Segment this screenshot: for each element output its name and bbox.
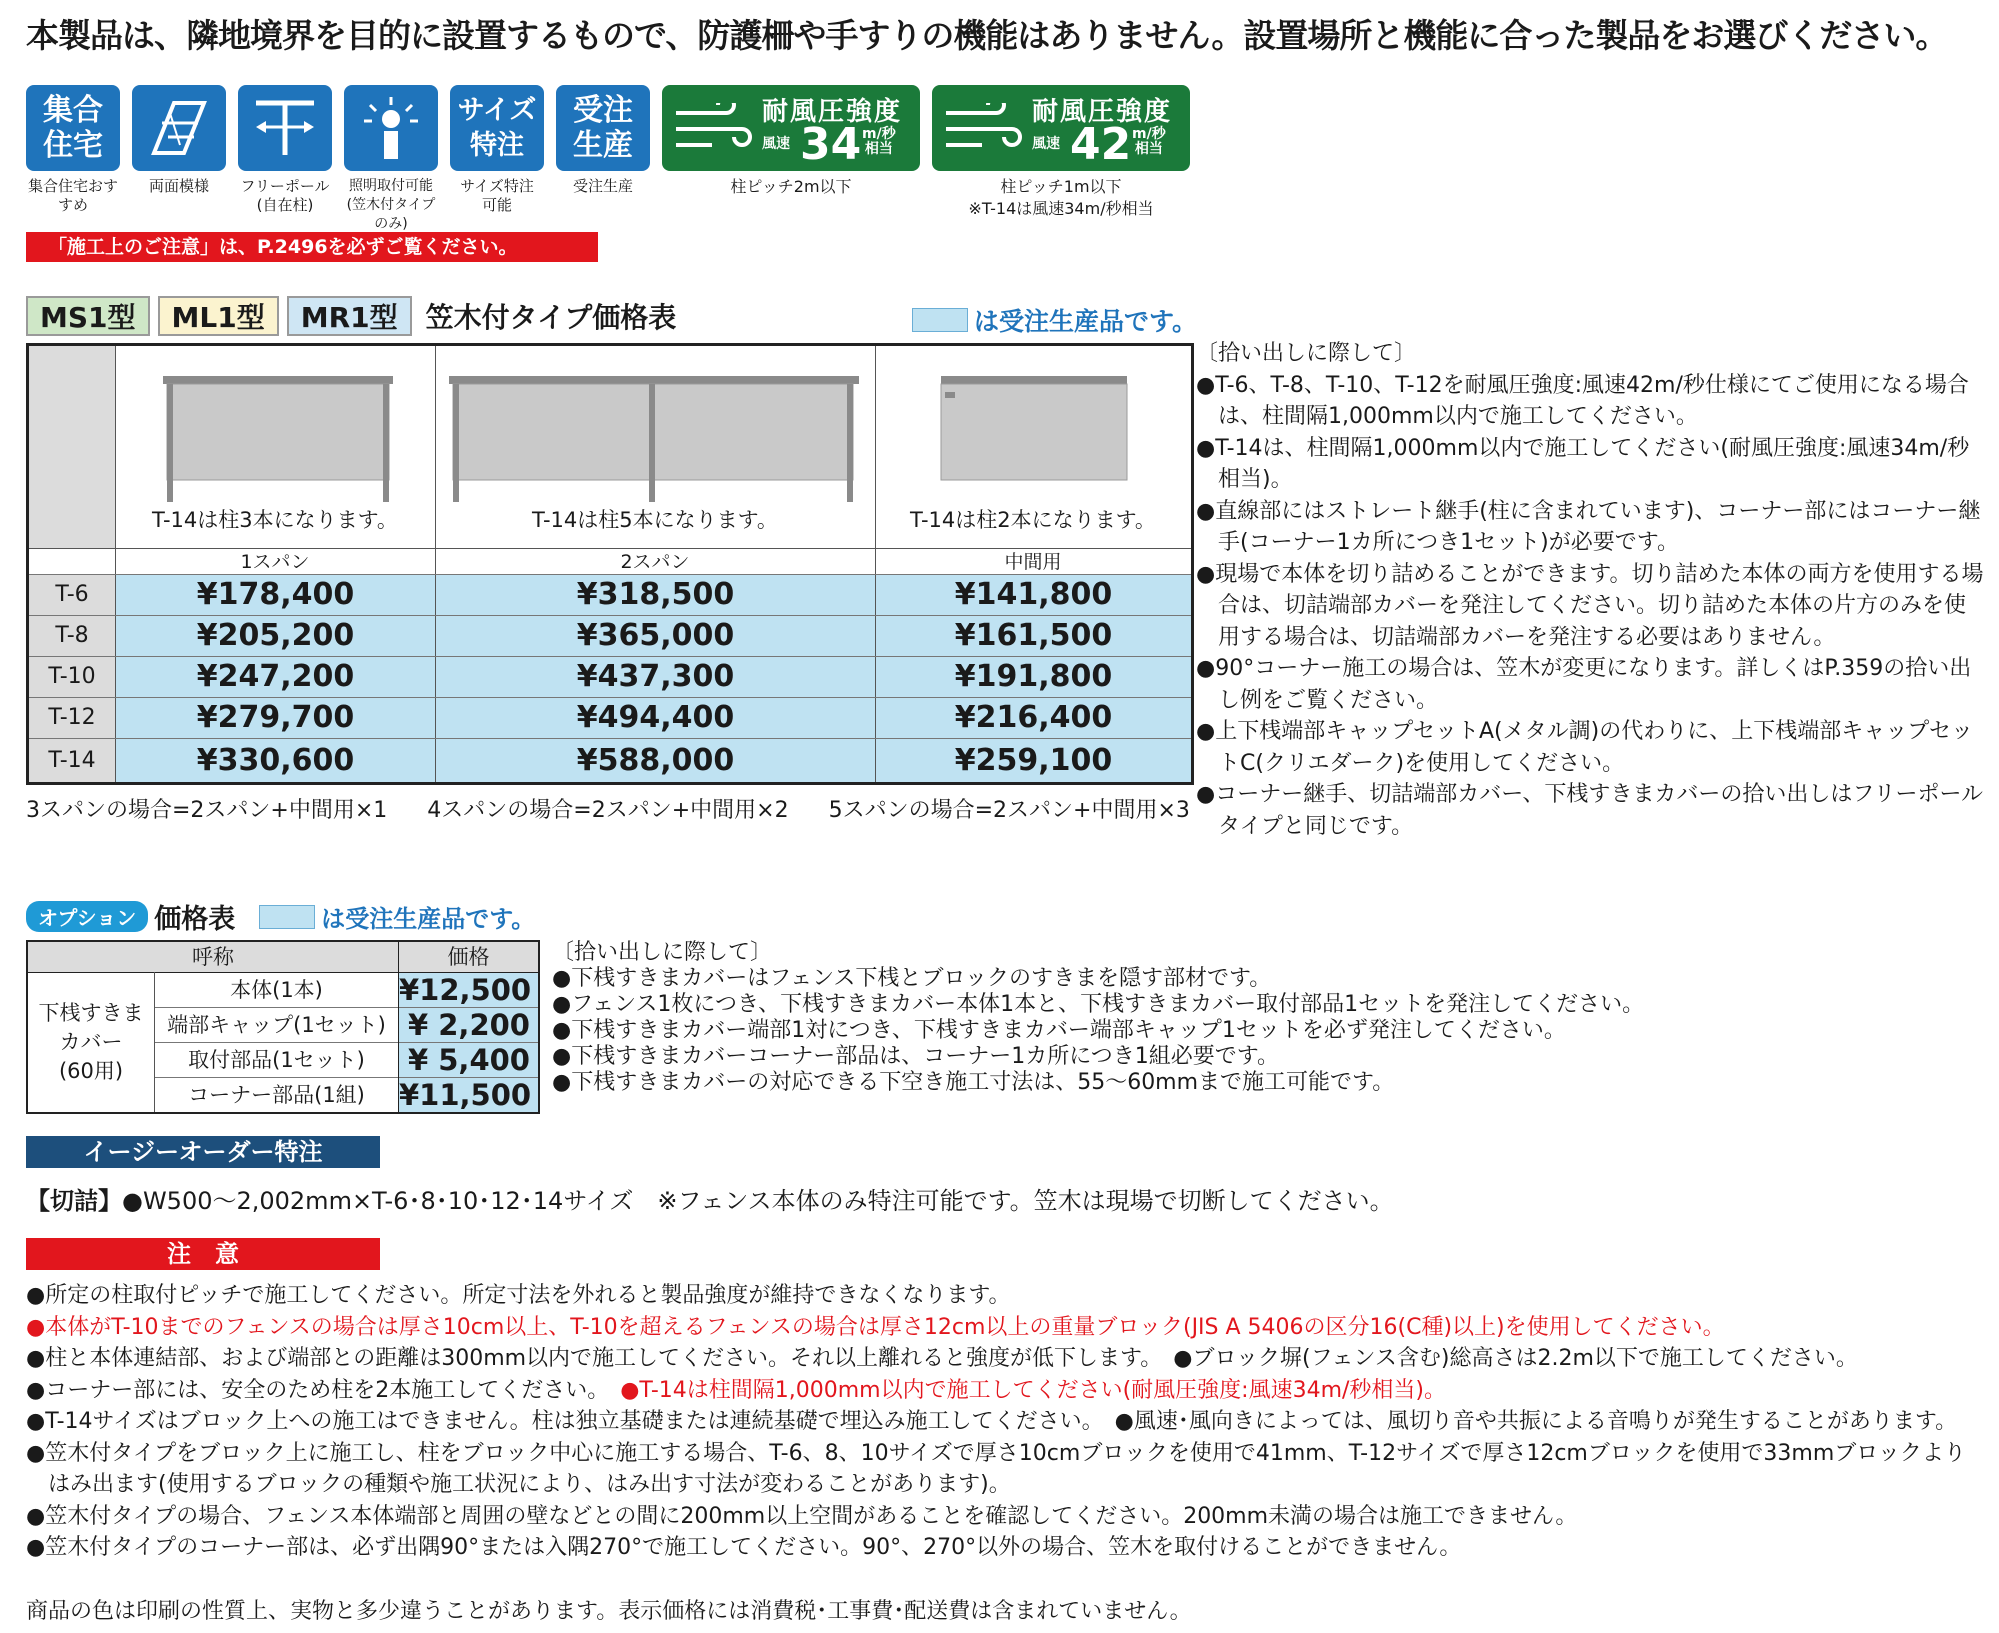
option-notes xyxy=(552,940,1644,1096)
icon-caption: 受注生産 xyxy=(572,177,633,195)
double-sided-pattern-icon xyxy=(132,85,226,171)
header-price: 価格 xyxy=(399,942,538,972)
option-item-name: コーナー部品(1組) xyxy=(188,1083,365,1107)
header-name: 呼称 xyxy=(28,942,398,972)
legend-text: は受注生産品です。 xyxy=(321,905,536,933)
price-cell: ¥141,800 xyxy=(876,575,1191,615)
note-item: ●コーナー継手、切詰端部カバー、下桟すきまカバーの拾い出しはフリーポールタイプと同じです。 xyxy=(1196,782,1983,839)
warning-bar: 注 意 xyxy=(26,1238,380,1270)
note-item: ●T-6、T-8、T-10、T-12を耐風圧強度:風速42m/秒仕様にてご使用になる場合は、柱間隔1,000mm以内で施工してください。 xyxy=(1196,372,1969,429)
wind-icon xyxy=(942,103,1026,155)
icon-caption: フリーポール (自在柱) xyxy=(240,177,330,214)
row-label: T-6 xyxy=(29,575,115,615)
caution-bar: 「施工上のご注意」は、P.2496を必ずご覧ください。 xyxy=(26,232,598,262)
option-title: 価格表 xyxy=(154,904,236,935)
wind-icon xyxy=(672,103,756,155)
warning-line: ●本体がT-10までのフェンスの場合は厚さ10cm以上、T-10を超えるフェンスの場合は厚さ12cm以上の重量ブロック(JIS A 5406の区分16(C種)以上)を使用してください。 xyxy=(26,1314,1725,1340)
price-cell: ¥494,400 xyxy=(436,698,875,738)
fence-note: T-14は柱5本になります。 xyxy=(532,508,778,532)
span-notes xyxy=(26,793,1190,824)
fence-1span-image xyxy=(115,366,435,516)
headline: 本製品は、隣地境界を目的に設置するもので、防護柵や手すりの機能はありません。設置場所と機能に合った製品をお選びください。 xyxy=(26,16,1948,55)
note-item: ●上下桟端部キャップセットA(メタル調)の代わりに、上下桟端部キャップセットC(クリエダーク)を使用してください。 xyxy=(1196,719,1973,776)
note-item: ●T-14は、柱間隔1,000mm以内で施工してください(耐風圧強度:風速34m/秒相当)。 xyxy=(1196,435,1970,492)
wind-strength-badge xyxy=(662,85,920,171)
row-label: T-10 xyxy=(29,657,115,697)
notes-heading: 〔拾い出しに際して〕 xyxy=(552,940,773,965)
main-price-table xyxy=(26,343,1194,785)
light-bulb-icon xyxy=(344,85,438,171)
fence-note: T-14は柱2本になります。 xyxy=(910,508,1156,532)
notes-heading: 〔拾い出しに際して〕 xyxy=(1196,341,1417,366)
column-header-2span: 2スパン xyxy=(620,551,690,573)
wind-number: 42 xyxy=(1070,119,1132,170)
legend-text: は受注生産品です。 xyxy=(974,307,1198,336)
row-label: T-12 xyxy=(29,698,115,738)
option-item-price: ¥ 2,200 xyxy=(399,1008,538,1042)
price-table-title: 笠木付タイプ価格表 xyxy=(425,301,677,334)
warning-line: ●コーナー部には、安全のため柱を2本施工してください。 ●T-14は柱間隔1,000mm以内で施工してください(耐風圧強度:風速34m/秒相当)。 xyxy=(26,1377,1447,1403)
made-to-order-legend xyxy=(912,302,1197,338)
free-pole-icon xyxy=(238,85,332,171)
table-corner xyxy=(29,346,115,548)
price-cell: ¥330,600 xyxy=(116,739,435,782)
column-header-middle: 中間用 xyxy=(1004,551,1062,573)
icon-caption: 照明取付可能 (笠木付タイプのみ) xyxy=(346,178,436,232)
warning-line: ●所定の柱取付ピッチで施工してください。所定寸法を外れると製品強度が維持できなくなります。 xyxy=(26,1283,1011,1308)
wind-number: 34 xyxy=(800,119,862,170)
made-to-order-icon: 受注 生産 xyxy=(556,85,650,171)
warning-line: ●笠木付タイプをブロック上に施工し、柱をブロック中心に施工する場合、T-6、8、10サイズで厚さ10cmブロックを使用で41mm、T-12サイズで厚さ12cmブロックを使用で33mmブロックよりはみ出ます(使用するブロックの種類や施工状況により、はみ出す寸法が変わることがあります)。 xyxy=(26,1440,1966,1497)
column-header-1span: 1スパン xyxy=(240,551,310,573)
option-header xyxy=(26,897,535,936)
price-cell: ¥216,400 xyxy=(876,698,1191,738)
option-item-name: 本体(1本) xyxy=(230,978,323,1002)
wind-sub: 風速 xyxy=(762,136,790,152)
price-cell: ¥259,100 xyxy=(876,739,1191,782)
type-tag-ms1: MS1型 xyxy=(26,296,150,336)
price-cell: ¥318,500 xyxy=(436,575,875,615)
option-item-price: ¥ 5,400 xyxy=(399,1043,538,1077)
legend-swatch xyxy=(912,308,968,332)
wind-badge-42 xyxy=(932,85,1190,220)
type-tag-mr1: MR1型 xyxy=(287,296,412,336)
warning-line: ●T-14サイズはブロック上への施工はできません。柱は独立基礎または連続基礎で埋込み施工してください。 ●風速･風向きによっては、風切り音や共振による音鳴りが発生することがあります。 xyxy=(26,1409,1958,1434)
wind-badge-34 xyxy=(662,85,920,198)
price-cell: ¥191,800 xyxy=(876,657,1191,697)
icon-caption: 集合住宅おすすめ xyxy=(27,177,118,214)
wind-caption: 柱ピッチ2m以下 xyxy=(730,177,852,196)
icon-lighting xyxy=(344,85,438,234)
easy-order-bar: イージーオーダー特注 xyxy=(26,1136,380,1168)
wind-sub: 風速 xyxy=(1032,136,1060,152)
option-item-name: 取付部品(1セット) xyxy=(188,1048,365,1072)
wind-title: 耐風圧強度 xyxy=(762,97,903,127)
warning-line: ●柱と本体連結部、および端部との距離は300mm以内で施工してください。それ以上離れると強度が低下します。 ●ブロック塀(フェンス含む)総高さは2.2m以下で施工してください。 xyxy=(26,1346,1858,1371)
price-cell: ¥588,000 xyxy=(436,739,875,782)
warning-line: ●笠木付タイプのコーナー部は、必ず出隅90°または入隅270°で施工してください。90°、270°以外の場合、笠木を取付けることができません。 xyxy=(26,1535,1462,1560)
legend-swatch xyxy=(259,905,315,929)
wind-unit: m/秒 相当 xyxy=(862,126,896,157)
note-item: ●下桟すきまカバー端部1対につき、下桟すきまカバー端部キャップ1セットを必ず発注してください。 xyxy=(552,1018,1566,1043)
warning-notes xyxy=(26,1280,1986,1564)
option-item-name: 端部キャップ(1セット) xyxy=(167,1013,386,1037)
note-item: ●現場で本体を切り詰めることができます。切り詰めた本体の両方を使用する場合は、切詰端部カバーを発注してください。切り詰めた本体の片方のみを使用する場合は、切詰端部カバーを発注する必要はありません。 xyxy=(1196,561,1984,650)
apartment-icon: 集合 住宅 xyxy=(26,85,120,171)
price-cell: ¥205,200 xyxy=(116,616,435,656)
fence-illustration-2span xyxy=(435,346,875,548)
fence-2span-image xyxy=(435,366,875,516)
option-price-table xyxy=(26,940,540,1114)
group-label: 下桟すきま カバー (60用) xyxy=(38,1001,144,1083)
price-cell: ¥279,700 xyxy=(116,698,435,738)
wind-strength-badge xyxy=(932,85,1190,171)
size-custom-icon: サイズ 特注 xyxy=(450,85,544,171)
price-cell: ¥247,200 xyxy=(116,657,435,697)
feature-icon-row xyxy=(26,85,1190,234)
icon-free-pole xyxy=(238,85,332,215)
icon-caption: サイズ特注 可能 xyxy=(460,177,534,214)
icon-made-to-order xyxy=(556,85,650,196)
easy-order-text xyxy=(26,1181,1394,1216)
price-cell: ¥437,300 xyxy=(436,657,875,697)
warning-line: ●笠木付タイプの場合、フェンス本体端部と周囲の壁などとの間に200mm以上空間があることを確認してください。200mm未満の場合は施工できません。 xyxy=(26,1503,1578,1529)
note-item: ●90°コーナー施工の場合は、笠木が変更になります。詳しくはP.359の拾い出し例をご覧ください。 xyxy=(1196,656,1972,713)
span-note: 5スパンの場合=2スパン+中間用×3 xyxy=(828,798,1190,823)
fence-middle-image xyxy=(875,366,1191,516)
footer-note: 商品の色は印刷の性質上、実物と多少違うことがあります。表示価格には消費税･工事費･配送費は含まれていません。 xyxy=(26,1599,1192,1624)
icon-size-custom xyxy=(450,85,544,215)
wind-title: 耐風圧強度 xyxy=(1032,97,1173,127)
type-tag-ml1: ML1型 xyxy=(158,296,279,336)
wind-caption: 柱ピッチ1m以下 ※T-14は風速34m/秒相当 xyxy=(968,177,1154,218)
cut-detail: ●W500〜2,002mm×T-6･8･10･12･14サイズ ※フェンス本体のみ特注可能です。笠木は現場で切断してください。 xyxy=(122,1187,1394,1215)
option-badge: オプション xyxy=(26,901,148,932)
fence-illustration-middle xyxy=(875,346,1191,548)
note-item: ●直線部にはストレート継手(柱に含まれています)、コーナー部にはコーナー継手(コーナー1カ所につき1セット)が必要です。 xyxy=(1196,498,1981,555)
note-item: ●フェンス1枚につき、下桟すきまカバー本体1本と、下桟すきまカバー取付部品1セットを発注してください。 xyxy=(552,992,1645,1017)
note-item: ●下桟すきまカバーはフェンス下桟とブロックのすきまを隠す部材です。 xyxy=(552,966,1272,991)
row-label: T-8 xyxy=(29,616,115,656)
note-item: ●下桟すきまカバーの対応できる下空き施工寸法は、55〜60mmまで施工可能です。 xyxy=(552,1070,1395,1095)
price-cell: ¥161,500 xyxy=(876,616,1191,656)
icon-caption: 両面模様 xyxy=(148,177,209,195)
fence-note: T-14は柱3本になります。 xyxy=(152,508,398,532)
option-item-price: ¥12,500 xyxy=(399,973,538,1007)
price-cell: ¥178,400 xyxy=(116,575,435,615)
wind-unit: m/秒 相当 xyxy=(1132,126,1166,157)
icon-double-sided xyxy=(132,85,226,196)
cut-label: 【切詰】 xyxy=(26,1187,122,1215)
row-label: T-14 xyxy=(29,739,115,782)
type-tags xyxy=(26,296,676,336)
icon-apartment xyxy=(26,85,120,215)
span-note: 3スパンの場合=2スパン+中間用×1 xyxy=(26,798,388,823)
pickup-notes xyxy=(1196,338,1986,842)
fence-illustration-1span xyxy=(115,346,435,548)
price-cell: ¥365,000 xyxy=(436,616,875,656)
option-item-price: ¥11,500 xyxy=(399,1078,538,1112)
span-note: 4スパンの場合=2スパン+中間用×2 xyxy=(427,798,789,823)
note-item: ●下桟すきまカバーコーナー部品は、コーナー1カ所につき1組必要です。 xyxy=(552,1044,1279,1069)
